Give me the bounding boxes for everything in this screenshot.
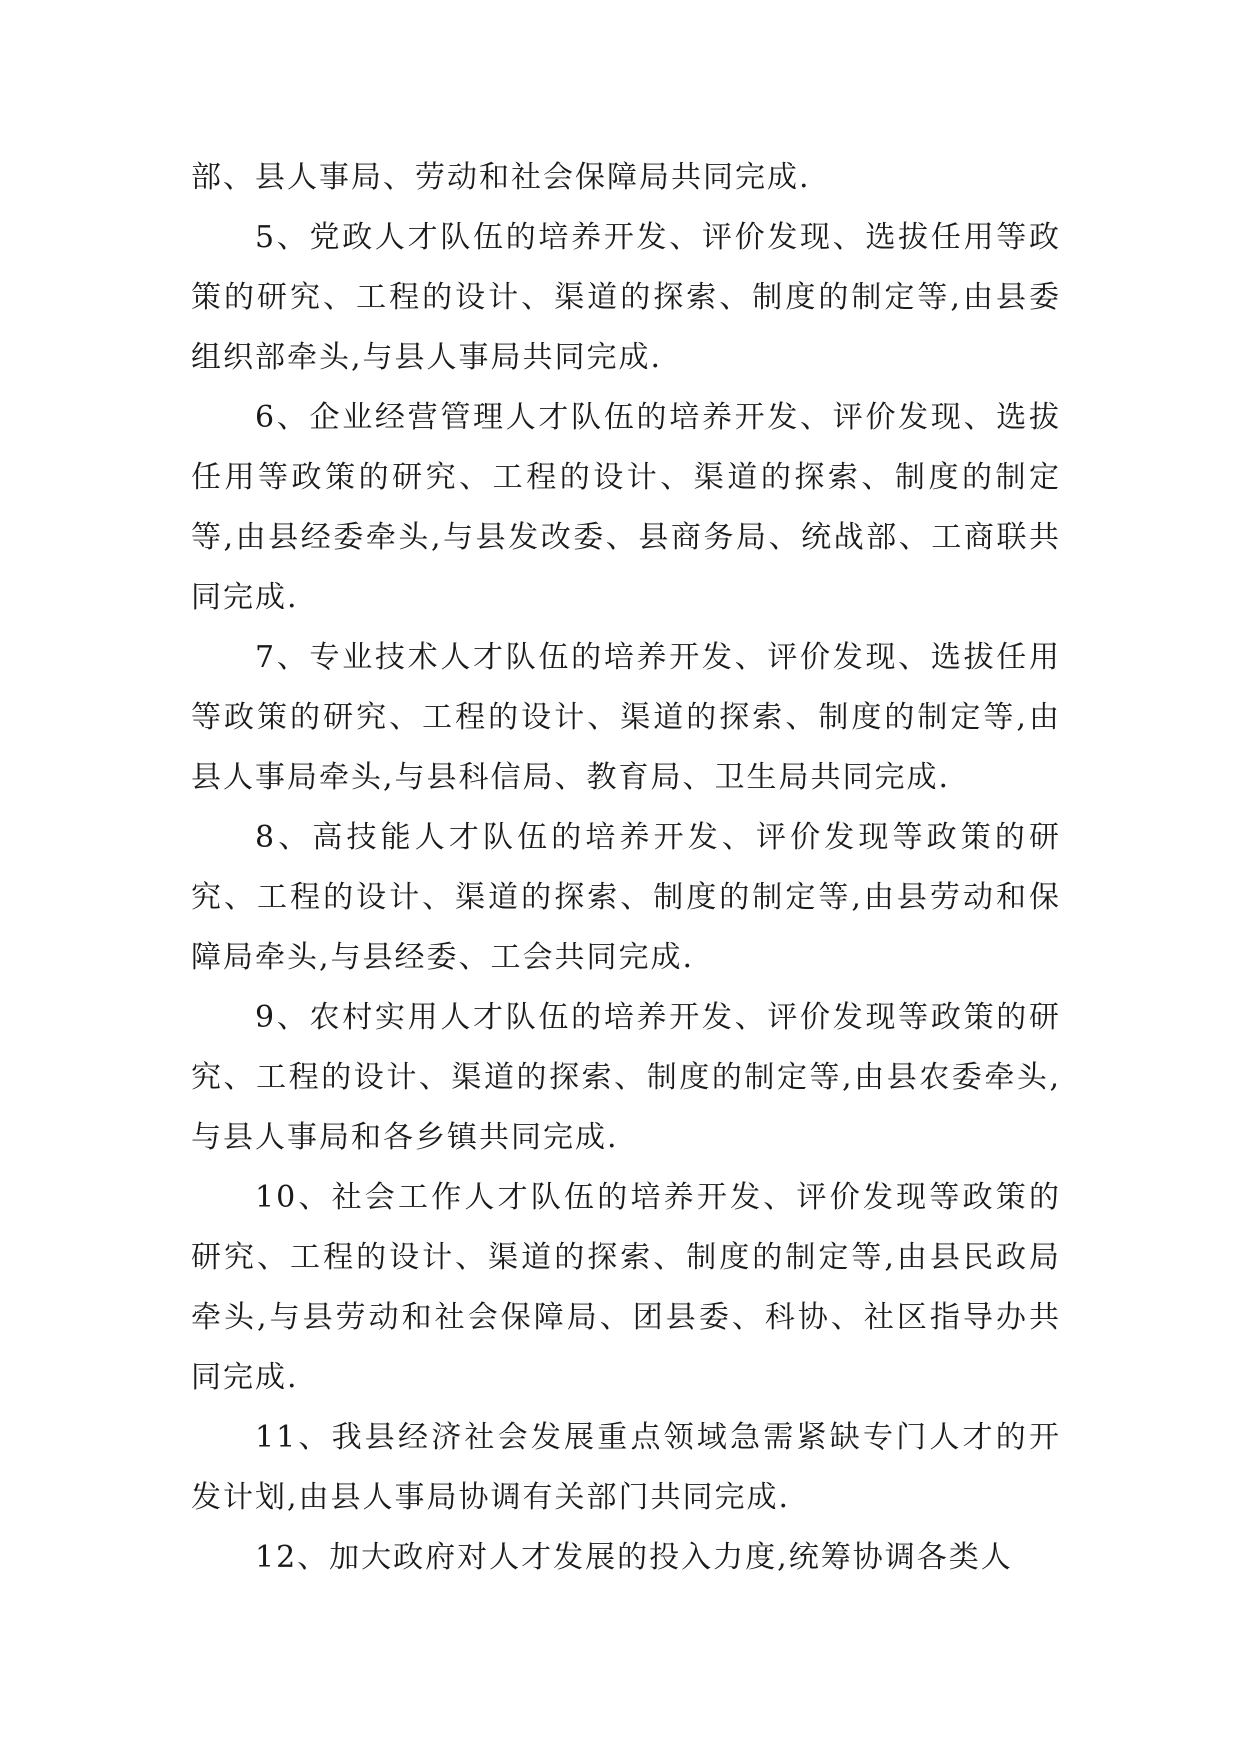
paragraph-item-9: 9、农村实用人才队伍的培养开发、评价发现等政策的研究、工程的设计、渠道的探索、制度的制定等,由县农委牵头,与县人事局和各乡镇共同完成. xyxy=(191,1000,1061,1155)
paragraph-item-10: 10、社会工作人才队伍的培养开发、评价发现等政策的研究、工程的设计、渠道的探索、制度的制定等,由县民政局牵头,与县劳动和社会保障局、团县委、科协、社区指导办共同完成. xyxy=(191,1180,1061,1395)
paragraph-item-6: 6、企业经营管理人才队伍的培养开发、评价发现、选拔任用等政策的研究、工程的设计、渠道的探索、制度的制定等,由县经委牵头,与县发改委、县商务局、统战部、工商联共同完成. xyxy=(191,400,1061,615)
paragraph-item-11: 11、我县经济社会发展重点领域急需紧缺专门人才的开发计划,由县人事局协调有关部门共同完成. xyxy=(191,1420,1061,1515)
paragraph-item-12: 12、加大政府对人才发展的投入力度,统筹协调各类人 xyxy=(255,1540,1013,1575)
paragraph-item-7: 7、专业技术人才队伍的培养开发、评价发现、选拔任用等政策的研究、工程的设计、渠道的探索、制度的制定等,由县人事局牵头,与县科信局、教育局、卫生局共同完成. xyxy=(191,640,1061,795)
paragraph-continuation: 部、县人事局、劳动和社会保障局共同完成. xyxy=(191,160,811,195)
document-body xyxy=(191,148,1061,1588)
paragraph-item-8: 8、高技能人才队伍的培养开发、评价发现等政策的研究、工程的设计、渠道的探索、制度的制定等,由县劳动和保障局牵头,与县经委、工会共同完成. xyxy=(191,820,1061,975)
paragraph-item-5: 5、党政人才队伍的培养开发、评价发现、选拔任用等政策的研究、工程的设计、渠道的探索、制度的制定等,由县委组织部牵头,与县人事局共同完成. xyxy=(191,220,1061,375)
